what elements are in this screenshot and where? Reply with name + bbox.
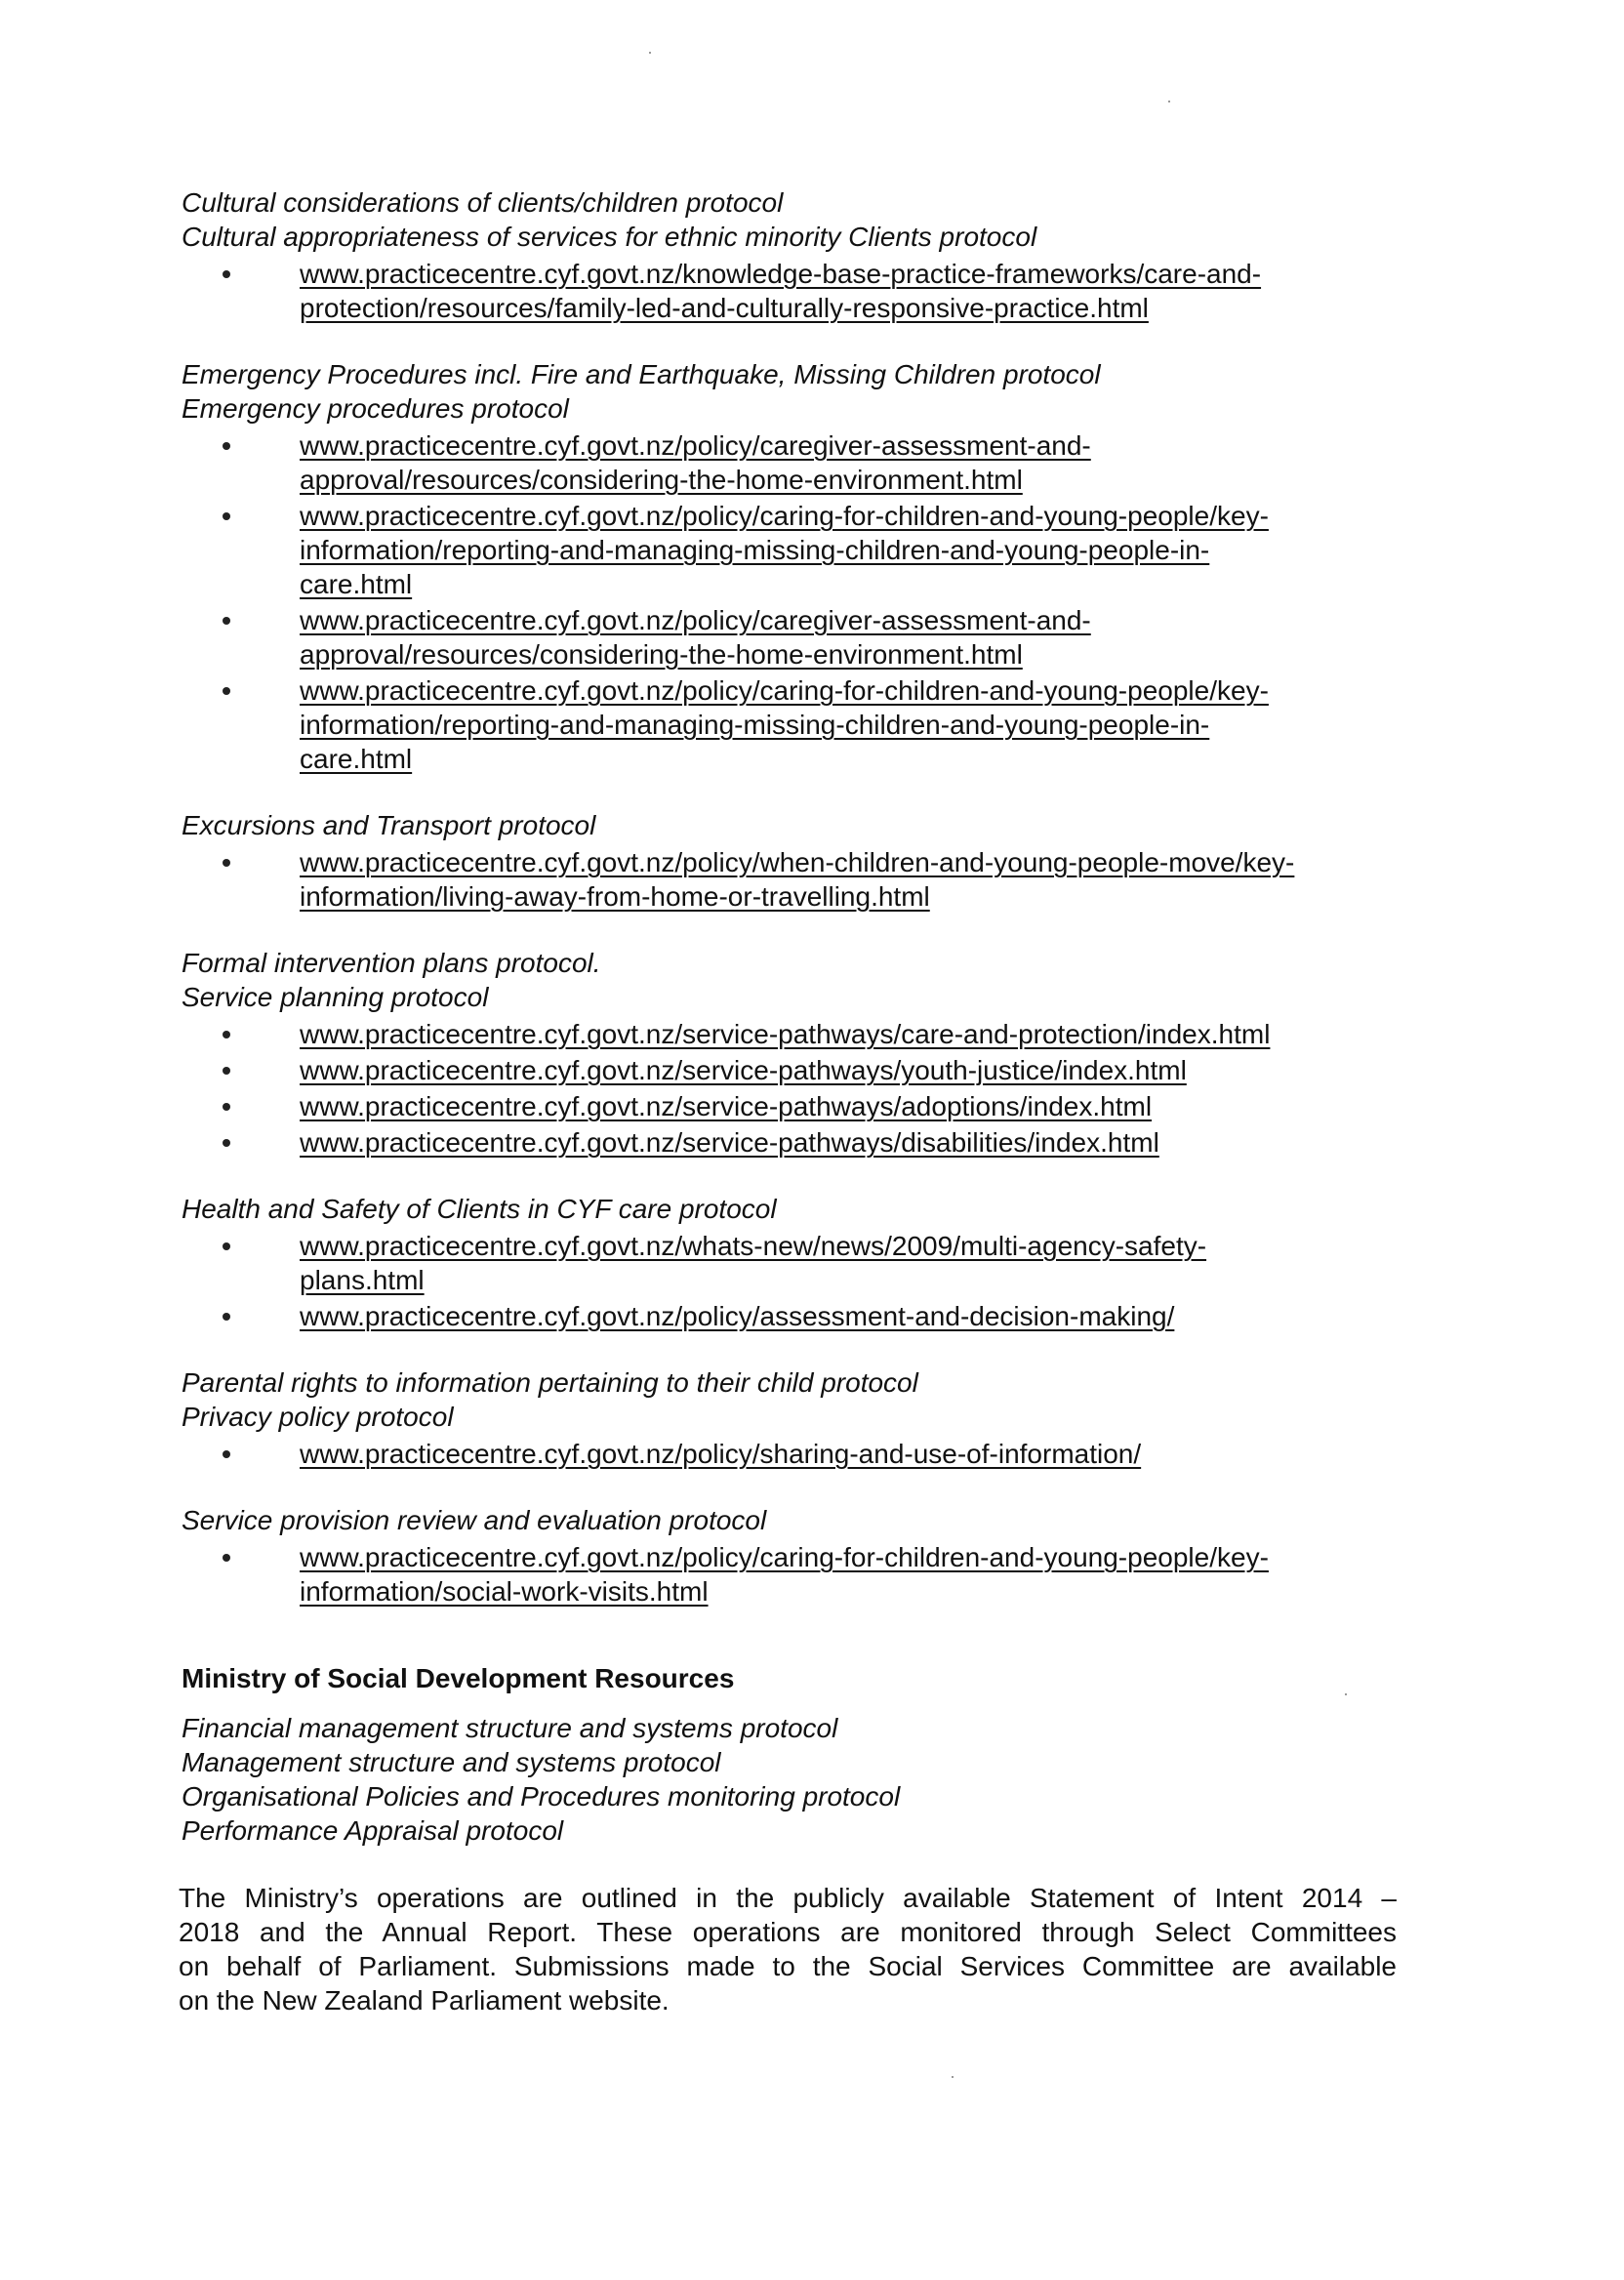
bullet-icon (223, 859, 230, 867)
resource-link[interactable] (300, 1089, 1401, 1123)
resource-link-line[interactable]: approval/resources/considering-the-home-environment.html (300, 465, 1023, 495)
resource-link-line[interactable]: www.practicecentre.cyf.govt.nz/policy/sharing-and-use-of-information/ (300, 1439, 1142, 1469)
protocol-title: Parental rights to information pertaining to their child protocol (182, 1367, 918, 1398)
resource-link-line[interactable]: www.practicecentre.cyf.govt.nz/whats-new/news/2009/multi-agency-safety- (300, 1231, 1207, 1261)
paragraph-line: on behalf of Parliament. Submissions made to the Social Services Committee are available (179, 1951, 1397, 1981)
link-list-item (182, 1053, 1401, 1087)
link-list-item (182, 1299, 1401, 1333)
scan-speck (952, 2076, 954, 2078)
resource-link[interactable] (300, 845, 1401, 914)
resource-link[interactable] (300, 1540, 1401, 1608)
protocol-title: Emergency Procedures incl. Fire and Earthquake, Missing Children protocol (182, 359, 1101, 389)
resource-link-line[interactable]: information/living-away-from-home-or-travelling.html (300, 881, 930, 912)
protocol-title: Management structure and systems protocol (182, 1747, 721, 1777)
resource-link-line[interactable]: www.practicecentre.cyf.govt.nz/policy/caring-for-children-and-young-people/key- (300, 1542, 1269, 1572)
link-list-item (182, 257, 1401, 325)
scan-speck (1168, 101, 1170, 102)
resource-link-line[interactable]: care.html (300, 569, 413, 599)
protocol-section (182, 946, 1401, 1160)
bullet-icon (223, 512, 230, 520)
protocol-section (182, 1365, 1401, 1471)
bullet-icon (223, 617, 230, 625)
resource-link-line[interactable]: www.practicecentre.cyf.govt.nz/knowledge-base-practice-frameworks/care-and- (300, 259, 1262, 289)
link-list (182, 1540, 1401, 1608)
protocol-section (182, 808, 1401, 914)
resource-link[interactable] (300, 499, 1401, 601)
section-heading: Ministry of Social Development Resources (182, 1663, 735, 1693)
resource-link-line[interactable]: information/reporting-and-managing-missing-children-and-young-people-in- (300, 535, 1210, 565)
protocol-title: Health and Safety of Clients in CYF care protocol (182, 1194, 777, 1224)
resource-link[interactable] (300, 1125, 1401, 1160)
link-list-item (182, 1229, 1401, 1297)
link-list (182, 257, 1401, 325)
resource-link-line[interactable]: www.practicecentre.cyf.govt.nz/policy/when-children-and-young-people-move/key- (300, 847, 1295, 877)
resource-link-line[interactable]: www.practicecentre.cyf.govt.nz/service-pathways/care-and-protection/index.html (300, 1019, 1271, 1049)
protocol-title: Cultural appropriateness of services for ethnic minority Clients protocol (182, 222, 1037, 252)
paragraph-line: on the New Zealand Parliament website. (179, 1985, 670, 2015)
paragraph-line: The Ministry’s operations are outlined in the publicly available Statement of Intent 2014 – (179, 1883, 1397, 1913)
protocol-title: Financial management structure and systems protocol (182, 1713, 838, 1743)
link-list-item (182, 673, 1401, 776)
link-list (182, 845, 1401, 914)
protocol-title: Service planning protocol (182, 982, 489, 1012)
resource-link[interactable] (300, 673, 1401, 776)
resource-link-line[interactable]: information/reporting-and-managing-missing-children-and-young-people-in- (300, 710, 1210, 740)
link-list (182, 428, 1401, 776)
link-list-item (182, 845, 1401, 914)
scan-speck (649, 52, 651, 54)
protocol-section (182, 1192, 1401, 1333)
resource-link-line[interactable]: plans.html (300, 1265, 425, 1295)
protocol-title: Organisational Policies and Procedures monitoring protocol (182, 1781, 901, 1812)
resource-link[interactable] (300, 257, 1401, 325)
bullet-icon (223, 442, 230, 450)
resource-link-line[interactable]: protection/resources/family-led-and-culturally-responsive-practice.html (300, 293, 1149, 323)
link-list-item (182, 1089, 1401, 1123)
msd-protocol-list (182, 1711, 1401, 1848)
link-list-item (182, 603, 1401, 672)
document-body (179, 185, 1401, 2017)
bullet-icon (223, 1103, 230, 1111)
protocol-title: Performance Appraisal protocol (182, 1815, 564, 1846)
link-list-item (182, 1125, 1401, 1160)
resource-link-line[interactable]: www.practicecentre.cyf.govt.nz/policy/assessment-and-decision-making/ (300, 1301, 1175, 1331)
link-list-item (182, 428, 1401, 497)
resource-link[interactable] (300, 1229, 1401, 1297)
protocol-title: Privacy policy protocol (182, 1402, 454, 1432)
bullet-icon (223, 270, 230, 278)
protocol-title: Cultural considerations of clients/children protocol (182, 187, 784, 218)
link-list (182, 1017, 1401, 1160)
bullet-icon (223, 1313, 230, 1321)
bullet-icon (223, 1242, 230, 1250)
link-list (182, 1229, 1401, 1333)
bullet-icon (223, 1067, 230, 1075)
paragraph-line: 2018 and the Annual Report. These operations are monitored through Select Committees (179, 1917, 1397, 1947)
resource-link-line[interactable]: information/social-work-visits.html (300, 1576, 709, 1607)
resource-link[interactable] (300, 1437, 1401, 1471)
resource-link[interactable] (300, 1299, 1401, 1333)
resource-link[interactable] (300, 603, 1401, 672)
resource-link-line[interactable]: www.practicecentre.cyf.govt.nz/policy/caring-for-children-and-young-people/key- (300, 501, 1269, 531)
resource-link[interactable] (300, 1053, 1401, 1087)
protocol-title: Formal intervention plans protocol. (182, 948, 601, 978)
protocol-section (182, 357, 1401, 776)
resource-link-line[interactable]: www.practicecentre.cyf.govt.nz/policy/caregiver-assessment-and- (300, 430, 1091, 461)
link-list-item (182, 499, 1401, 601)
resource-link[interactable] (300, 428, 1401, 497)
protocol-title: Emergency procedures protocol (182, 393, 569, 424)
resource-link-line[interactable]: www.practicecentre.cyf.govt.nz/service-pathways/youth-justice/index.html (300, 1055, 1187, 1085)
bullet-icon (223, 1554, 230, 1562)
protocol-title: Service provision review and evaluation protocol (182, 1505, 767, 1535)
resource-link-line[interactable]: www.practicecentre.cyf.govt.nz/policy/caregiver-assessment-and- (300, 605, 1091, 635)
scan-speck (1345, 1693, 1347, 1695)
protocol-title: Excursions and Transport protocol (182, 810, 596, 840)
link-list-item (182, 1540, 1401, 1608)
bullet-icon (223, 1139, 230, 1147)
link-list-item (182, 1437, 1401, 1471)
resource-link-line[interactable]: care.html (300, 744, 413, 774)
resource-link-line[interactable]: www.practicecentre.cyf.govt.nz/service-pathways/disabilities/index.html (300, 1127, 1159, 1158)
protocol-section (182, 1503, 1401, 1608)
bullet-icon (223, 1031, 230, 1038)
body-paragraph (179, 1881, 1397, 2017)
protocol-section (182, 185, 1401, 325)
bullet-icon (223, 687, 230, 695)
link-list-item (182, 1017, 1401, 1051)
resource-link-line[interactable]: www.practicecentre.cyf.govt.nz/policy/caring-for-children-and-young-people/key- (300, 675, 1269, 706)
resource-link-line[interactable]: www.practicecentre.cyf.govt.nz/service-pathways/adoptions/index.html (300, 1091, 1153, 1121)
link-list (182, 1437, 1401, 1471)
resource-link[interactable] (300, 1017, 1401, 1051)
bullet-icon (223, 1450, 230, 1458)
resource-link-line[interactable]: approval/resources/considering-the-home-environment.html (300, 639, 1023, 670)
